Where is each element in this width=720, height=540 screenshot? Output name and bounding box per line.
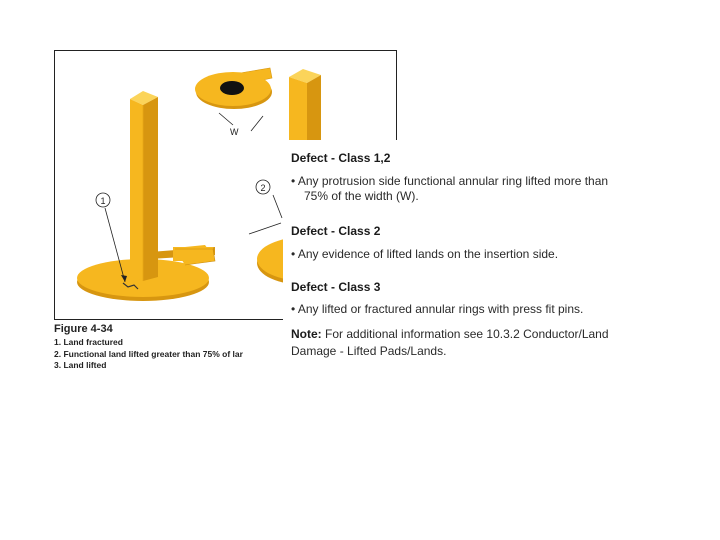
defect-bullet: • Any protrusion side functional annular ring lifted more than <box>291 174 609 188</box>
svg-text:2: 2 <box>260 183 266 193</box>
caption-item: 2. Functional land lifted greater than 75% of lar <box>54 348 243 359</box>
caption-list <box>54 337 284 372</box>
figure-title: Figure 4-34 <box>54 323 113 335</box>
figure-caption <box>54 323 284 372</box>
svg-text:1: 1 <box>100 196 106 206</box>
defect-bullet-continued: 75% of the width (W). <box>304 189 419 203</box>
defect-heading-class-3: Defect - Class 3 <box>291 280 381 294</box>
caption-item: 3. Land lifted <box>54 360 107 370</box>
defect-heading-class-1-2: Defect - Class 1,2 <box>291 151 391 165</box>
pin-left <box>130 91 158 281</box>
defect-bullet: • Any evidence of lifted lands on the insertion side. <box>291 247 559 261</box>
note-text: For additional information see 10.3.2 Conductor/Land <box>321 327 609 341</box>
criteria-panel <box>283 140 653 365</box>
land-lifted-top <box>195 68 272 137</box>
defect-bullet: • Any lifted or fractured annular rings with press fit pins. <box>291 302 584 316</box>
pin-right <box>289 69 321 141</box>
note-label: Note: <box>291 327 322 341</box>
caption-item: 1. Land fractured <box>54 337 123 347</box>
callout-2 <box>249 180 282 234</box>
svg-text:W: W <box>230 127 239 137</box>
note <box>291 326 643 360</box>
defect-heading-class-2: Defect - Class 2 <box>291 224 381 238</box>
note-text-continued: Damage - Lifted Pads/Lands. <box>291 344 447 358</box>
